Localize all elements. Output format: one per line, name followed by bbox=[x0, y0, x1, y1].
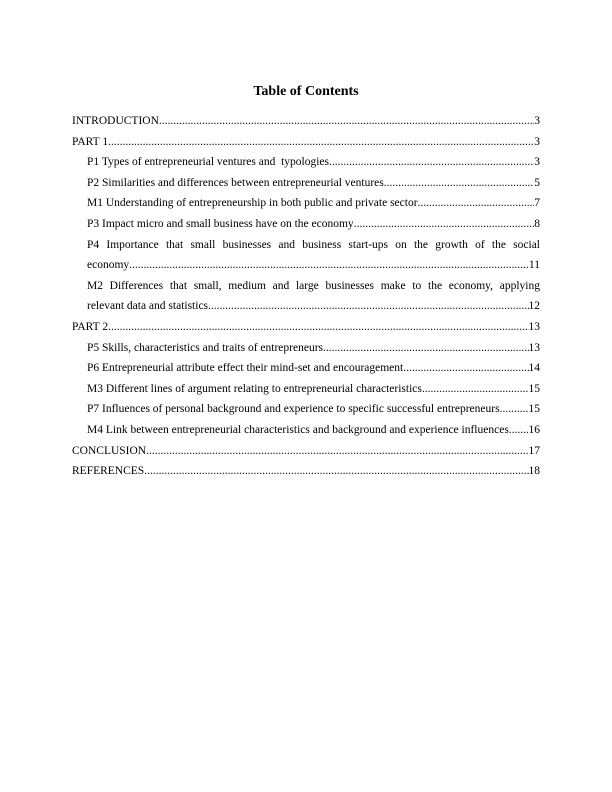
toc-entry-text: P3 Impact micro and small business have on the economy bbox=[87, 217, 354, 230]
toc-entry-text: P6 Entrepreneurial attribute effect their mind-set and encouragement bbox=[87, 362, 404, 375]
toc-entry-text: M4 Link between entrepreneurial characteristics and background and experience influences bbox=[87, 423, 509, 436]
toc-entry-p1[interactable] bbox=[72, 152, 540, 173]
dot-leader bbox=[500, 399, 529, 420]
toc-entry-p3[interactable] bbox=[72, 214, 540, 235]
dot-leader bbox=[384, 173, 534, 194]
toc-page-number: 12 bbox=[528, 300, 540, 313]
toc-entry-text: M3 Different lines of argument relating to entrepreneurial characteristics bbox=[87, 382, 422, 395]
toc-entry-m2[interactable] bbox=[72, 276, 540, 317]
toc-page-number: 13 bbox=[528, 320, 540, 333]
dot-leader bbox=[159, 111, 534, 132]
toc-entry-text: P7 Influences of personal background and experience to specific successful entrepreneurs bbox=[87, 403, 500, 416]
toc-entry-text-line-1: P4 Importance that small businesses and business start-ups on the growth of the social bbox=[87, 238, 540, 251]
toc-entry-text: INTRODUCTION bbox=[72, 115, 159, 127]
dot-leader bbox=[208, 296, 528, 317]
dot-leader bbox=[144, 461, 528, 482]
dot-leader bbox=[146, 441, 528, 462]
dot-leader bbox=[129, 255, 529, 276]
page-title: Table of Contents bbox=[253, 84, 359, 99]
toc-entry-p4[interactable] bbox=[72, 235, 540, 276]
toc-entry-text-line-2: economy bbox=[87, 259, 130, 272]
toc-entry-text: P2 Similarities and differences between entrepreneurial ventures bbox=[87, 176, 384, 189]
toc-page-number: 11 bbox=[528, 259, 540, 272]
toc-page-number: 3 bbox=[534, 156, 540, 169]
toc-page-number: 3 bbox=[534, 135, 540, 148]
dot-leader bbox=[323, 338, 529, 359]
table-of-contents bbox=[72, 111, 540, 482]
toc-entry-text: M1 Understanding of entrepreneurship in both public and private sector bbox=[87, 197, 418, 210]
toc-entry-m1[interactable] bbox=[72, 193, 540, 214]
toc-entry-text: PART 2 bbox=[72, 320, 109, 333]
toc-entry-introduction[interactable] bbox=[72, 111, 540, 132]
toc-entry-text-line-1: M2 Differences that small, medium and large businesses make to the economy, applying bbox=[87, 279, 540, 292]
dot-leader bbox=[329, 152, 534, 173]
toc-entry-text: CONCLUSION bbox=[72, 444, 147, 457]
toc-page-number: 7 bbox=[534, 197, 540, 210]
toc-page-number: 17 bbox=[528, 444, 540, 457]
toc-entry-continuation bbox=[87, 255, 540, 276]
toc-entry-text: REFERENCES bbox=[72, 465, 145, 478]
toc-page-number: 16 bbox=[528, 423, 540, 436]
dot-leader bbox=[354, 214, 535, 235]
toc-page-number: 15 bbox=[528, 403, 540, 416]
toc-page-number: 8 bbox=[534, 217, 540, 230]
toc-page-number: 13 bbox=[528, 341, 540, 354]
dot-leader bbox=[422, 379, 529, 400]
toc-entry-part-2[interactable] bbox=[72, 317, 540, 338]
toc-entry-text-line-2: relevant data and statistics bbox=[87, 300, 209, 313]
toc-entry-text: PART 1 bbox=[72, 135, 109, 148]
toc-page-number: 14 bbox=[528, 362, 540, 375]
toc-entry-m4[interactable] bbox=[72, 420, 540, 441]
toc-page-number: 5 bbox=[534, 176, 540, 189]
toc-entry-p6[interactable] bbox=[72, 358, 540, 379]
dot-leader bbox=[418, 193, 535, 214]
toc-entry-p7[interactable] bbox=[72, 399, 540, 420]
toc-entry-p5[interactable] bbox=[72, 338, 540, 359]
toc-entry-references[interactable] bbox=[72, 461, 540, 482]
toc-page-number: 15 bbox=[528, 382, 540, 395]
toc-page-number: 18 bbox=[528, 465, 540, 478]
dot-leader bbox=[509, 420, 529, 441]
dot-leader bbox=[108, 317, 528, 338]
dot-leader bbox=[403, 358, 528, 379]
toc-page-number: 3 bbox=[534, 115, 540, 127]
toc-entry-m3[interactable] bbox=[72, 379, 540, 400]
toc-entry-text: P1 Types of entrepreneurial ventures and typologies bbox=[87, 156, 330, 169]
toc-entry-p2[interactable] bbox=[72, 173, 540, 194]
dot-leader bbox=[108, 132, 534, 153]
toc-entry-part-1[interactable] bbox=[72, 132, 540, 153]
toc-entry-conclusion[interactable] bbox=[72, 441, 540, 462]
toc-entry-text: P5 Skills, characteristics and traits of entrepreneurs bbox=[87, 341, 323, 354]
toc-entry-continuation bbox=[87, 296, 540, 317]
